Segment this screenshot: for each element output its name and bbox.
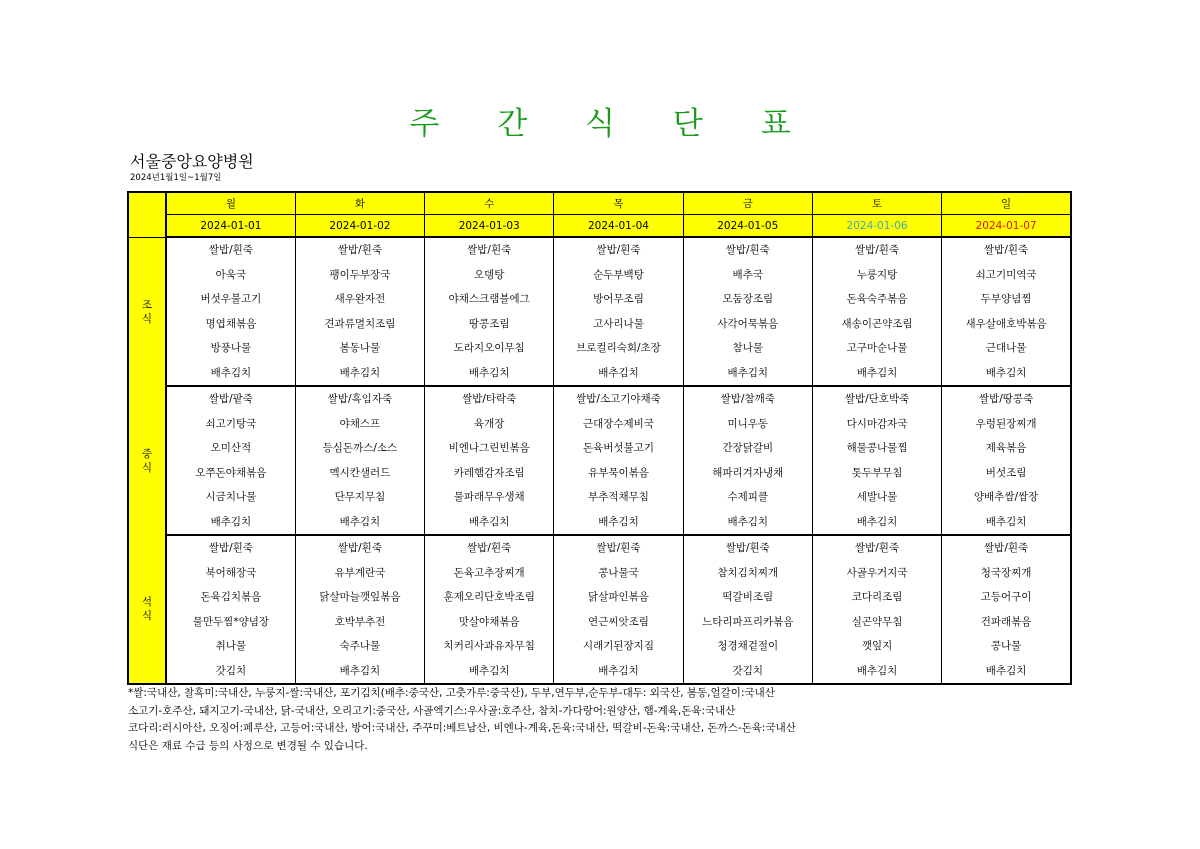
menu-item: 참치김치찌개 — [683, 561, 812, 586]
menu-item: 쌀밥/흰죽 — [942, 237, 1071, 263]
menu-item: 오미산적 — [166, 436, 295, 461]
menu-item: 카레햄감자조림 — [425, 461, 554, 486]
menu-item: 치커리사과유자무침 — [425, 634, 554, 659]
meal-label-char: 식 — [141, 461, 153, 474]
menu-item: 배추김치 — [812, 510, 941, 536]
menu-item: 쇠고기미역국 — [942, 263, 1071, 288]
date-header: 2024-01-07 — [942, 215, 1071, 238]
menu-item: 사각어묵볶음 — [683, 312, 812, 337]
menu-item: 톳두부무침 — [812, 461, 941, 486]
menu-item: 봄동나물 — [295, 336, 424, 361]
menu-item: 시금치나물 — [166, 485, 295, 510]
menu-row — [128, 263, 1071, 288]
menu-item: 코다리조림 — [812, 585, 941, 610]
menu-item: 쌀밥/흰죽 — [166, 237, 295, 263]
note-line: 코다리:러시아산, 오징어:페루산, 고등어:국내산, 방어:국내산, 주꾸미:베트남산, 비엔나-계육,돈육:국내산, 떡갈비-돈육:국내산, 돈까스-돈육:국내산 — [128, 722, 796, 734]
menu-item: 오쭈돈야채볶음 — [166, 461, 295, 486]
menu-item: 쌀밥/땅콩죽 — [942, 386, 1071, 412]
menu-item: 쌀밥/흰죽 — [683, 237, 812, 263]
menu-item: 멕시칸샐러드 — [295, 461, 424, 486]
date-header: 2024-01-06 — [812, 215, 941, 238]
day-name-header: 화 — [295, 192, 424, 215]
menu-row — [128, 336, 1071, 361]
menu-item: 간장닭갈비 — [683, 436, 812, 461]
menu-item: 깻잎지 — [812, 634, 941, 659]
menu-item: 닭살파인볶음 — [554, 585, 683, 610]
menu-item: 모둠장조림 — [683, 287, 812, 312]
menu-item: 돈육고추장찌개 — [425, 561, 554, 586]
menu-item: 참나물 — [683, 336, 812, 361]
menu-row — [128, 485, 1071, 510]
menu-item: 도라지오이무침 — [425, 336, 554, 361]
menu-item: 등심돈까스/소스 — [295, 436, 424, 461]
menu-item: 순두부백탕 — [554, 263, 683, 288]
menu-item: 배추김치 — [683, 361, 812, 387]
menu-item: 브로컬리숙회/초장 — [554, 336, 683, 361]
menu-item: 콩나물 — [942, 634, 1071, 659]
menu-item: 야채스크램블에그 — [425, 287, 554, 312]
menu-item: 고등어구이 — [942, 585, 1071, 610]
menu-item: 야채스프 — [295, 412, 424, 437]
menu-item: 근대장수제비국 — [554, 412, 683, 437]
menu-item: 배추김치 — [295, 510, 424, 536]
menu-item: 세발나물 — [812, 485, 941, 510]
menu-row — [128, 237, 1071, 263]
menu-item: 견과류멸치조림 — [295, 312, 424, 337]
menu-item: 부추적채무침 — [554, 485, 683, 510]
meal-label-char: 중 — [141, 447, 153, 460]
menu-item: 쌀밥/흰죽 — [942, 535, 1071, 561]
menu-item: 콩나물국 — [554, 561, 683, 586]
date-header: 2024-01-05 — [683, 215, 812, 238]
menu-item: 배추김치 — [683, 510, 812, 536]
menu-item: 땅콩조림 — [425, 312, 554, 337]
menu-item: 배추국 — [683, 263, 812, 288]
menu-item: 수제피클 — [683, 485, 812, 510]
menu-item: 사골우거지국 — [812, 561, 941, 586]
menu-item: 쌀밥/흑임자죽 — [295, 386, 424, 412]
menu-item: 쌀밥/흰죽 — [554, 237, 683, 263]
menu-row — [128, 535, 1071, 561]
menu-item: 연근씨앗조림 — [554, 610, 683, 635]
day-name-header: 월 — [166, 192, 295, 215]
menu-item: 명엽채볶음 — [166, 312, 295, 337]
menu-item: 청국장찌개 — [942, 561, 1071, 586]
menu-item: 다시마감자국 — [812, 412, 941, 437]
menu-item: 배추김치 — [942, 659, 1071, 685]
date-header-row — [128, 215, 1071, 238]
menu-item: 근대나물 — [942, 336, 1071, 361]
corner-cell — [128, 192, 166, 237]
menu-item: 새우살애호박볶음 — [942, 312, 1071, 337]
menu-item: 방어무조림 — [554, 287, 683, 312]
menu-row — [128, 412, 1071, 437]
menu-item: 배추김치 — [425, 361, 554, 387]
menu-item: 맛살야채볶음 — [425, 610, 554, 635]
menu-item: 버섯조림 — [942, 461, 1071, 486]
menu-item: 배추김치 — [166, 510, 295, 536]
menu-item: 갓김치 — [166, 659, 295, 685]
menu-item: 배추김치 — [554, 361, 683, 387]
menu-item: 누룽지탕 — [812, 263, 941, 288]
menu-item: 돈육버섯불고기 — [554, 436, 683, 461]
meal-label — [128, 237, 166, 386]
menu-row — [128, 461, 1071, 486]
menu-item: 배추김치 — [554, 659, 683, 685]
menu-item: 방풍나물 — [166, 336, 295, 361]
menu-item: 쇠고기탕국 — [166, 412, 295, 437]
menu-item: 쌀밥/흰죽 — [812, 535, 941, 561]
meal-label-char: 석 — [141, 596, 153, 608]
menu-row — [128, 386, 1071, 412]
menu-item: 훈제오리단호박조림 — [425, 585, 554, 610]
menu-item: 배추김치 — [942, 361, 1071, 387]
day-name-header: 토 — [812, 192, 941, 215]
menu-item: 양배추쌈/쌈장 — [942, 485, 1071, 510]
menu-item: 오뎅탕 — [425, 263, 554, 288]
menu-item: 팽이두부장국 — [295, 263, 424, 288]
menu-item: 떡갈비조림 — [683, 585, 812, 610]
meal-label — [128, 535, 166, 684]
menu-item: 쌀밥/팥죽 — [166, 386, 295, 412]
menu-item: 새우완자전 — [295, 287, 424, 312]
menu-item: 배추김치 — [295, 361, 424, 387]
menu-item: 실곤약무침 — [812, 610, 941, 635]
menu-row — [128, 561, 1071, 586]
menu-item: 비엔나그린빈볶음 — [425, 436, 554, 461]
day-name-header: 금 — [683, 192, 812, 215]
menu-item: 쌀밥/흰죽 — [166, 535, 295, 561]
menu-item: 쌀밥/흰죽 — [425, 535, 554, 561]
menu-item: 쌀밥/흰죽 — [425, 237, 554, 263]
menu-item: 청경채겉절이 — [683, 634, 812, 659]
menu-item: 고구마순나물 — [812, 336, 941, 361]
note-line: 소고기-호주산, 돼지고기-국내산, 닭-국내산, 오리고기:중국산, 사골엑기스:우사골:호주산, 참치-가다랑어:원양산, 햄-계육,돈육:국내산 — [128, 704, 736, 717]
menu-item: 고사리나물 — [554, 312, 683, 337]
menu-item: 우렁된장찌개 — [942, 412, 1071, 437]
menu-item: 버섯우불고기 — [166, 287, 295, 312]
menu-period: 2024년1월1일~1월7일 — [130, 173, 222, 183]
menu-row — [128, 361, 1071, 387]
day-header-row — [128, 192, 1071, 215]
menu-item: 호박부추전 — [295, 610, 424, 635]
date-header: 2024-01-01 — [166, 215, 295, 238]
hospital-name: 서울중앙요양병원 — [130, 152, 254, 171]
menu-item: 취나물 — [166, 634, 295, 659]
menu-item: 쌀밥/흰죽 — [554, 535, 683, 561]
menu-row — [128, 510, 1071, 536]
menu-row — [128, 312, 1071, 337]
menu-row — [128, 436, 1071, 461]
menu-item: 쌀밥/흰죽 — [295, 535, 424, 561]
menu-item: 쌀밥/흰죽 — [295, 237, 424, 263]
menu-item: 배추김치 — [942, 510, 1071, 536]
menu-item: 쌀밥/타락죽 — [425, 386, 554, 412]
date-header: 2024-01-04 — [554, 215, 683, 238]
menu-item: 해물콩나물찜 — [812, 436, 941, 461]
menu-item: 갓김치 — [683, 659, 812, 685]
page-title: 주 간 식 단 표 — [409, 106, 815, 142]
menu-item: 제육볶음 — [942, 436, 1071, 461]
menu-item: 쌀밥/흰죽 — [812, 237, 941, 263]
menu-item: 쌀밥/단호박죽 — [812, 386, 941, 412]
menu-item: 배추김치 — [166, 361, 295, 387]
menu-item: 배추김치 — [425, 510, 554, 536]
menu-item: 단무지무침 — [295, 485, 424, 510]
menu-item: 건파래볶음 — [942, 610, 1071, 635]
date-header: 2024-01-03 — [425, 215, 554, 238]
origin-notes — [128, 685, 796, 755]
menu-item: 배추김치 — [425, 659, 554, 685]
day-name-header: 목 — [554, 192, 683, 215]
menu-item: 쌀밥/소고기야채죽 — [554, 386, 683, 412]
menu-item: 유부계란국 — [295, 561, 424, 586]
menu-item: 돈육김치볶음 — [166, 585, 295, 610]
menu-item: 아욱국 — [166, 263, 295, 288]
meal-label-char: 식 — [141, 312, 153, 325]
note-line: 식단은 재료 수급 등의 사정으로 변경될 수 있습니다. — [128, 739, 368, 752]
note-line: *쌀:국내산, 찰흑미:국내산, 누룽지-쌀:국내산, 포기김치(배추:중국산, 고춧가루:중국산), 두부,연두부,순두부-대두: 외국산, 봄동,얼갈이:국내산 — [128, 687, 775, 699]
meal-label-char: 조 — [141, 298, 153, 311]
menu-item: 시래기된장지짐 — [554, 634, 683, 659]
meal-label — [128, 386, 166, 535]
date-header: 2024-01-02 — [295, 215, 424, 238]
menu-item: 쌀밥/흰죽 — [683, 535, 812, 561]
menu-item: 닭살마늘깻잎볶음 — [295, 585, 424, 610]
menu-item: 미니우동 — [683, 412, 812, 437]
menu-item: 배추김치 — [295, 659, 424, 685]
menu-row — [128, 610, 1071, 635]
menu-item: 새송이곤약조림 — [812, 312, 941, 337]
menu-row — [128, 287, 1071, 312]
menu-item: 두부양념찜 — [942, 287, 1071, 312]
menu-row — [128, 659, 1071, 685]
day-name-header: 일 — [942, 192, 1071, 215]
menu-item: 느타리파프리카볶음 — [683, 610, 812, 635]
menu-item: 육개장 — [425, 412, 554, 437]
menu-item: 북어해장국 — [166, 561, 295, 586]
menu-item: 돈육숙주볶음 — [812, 287, 941, 312]
day-name-header: 수 — [425, 192, 554, 215]
menu-item: 숙주나물 — [295, 634, 424, 659]
menu-row — [128, 585, 1071, 610]
menu-item: 쌀밥/참깨죽 — [683, 386, 812, 412]
menu-item: 해파리겨자냉채 — [683, 461, 812, 486]
menu-row — [128, 634, 1071, 659]
menu-item: 배추김치 — [812, 361, 941, 387]
menu-item: 유부묵이볶음 — [554, 461, 683, 486]
meal-label-char: 식 — [141, 610, 153, 622]
menu-item: 배추김치 — [554, 510, 683, 536]
weekly-menu-table — [127, 191, 1072, 685]
menu-item: 물만두찜*양념장 — [166, 610, 295, 635]
menu-item: 배추김치 — [812, 659, 941, 685]
menu-item: 물파래무우생채 — [425, 485, 554, 510]
